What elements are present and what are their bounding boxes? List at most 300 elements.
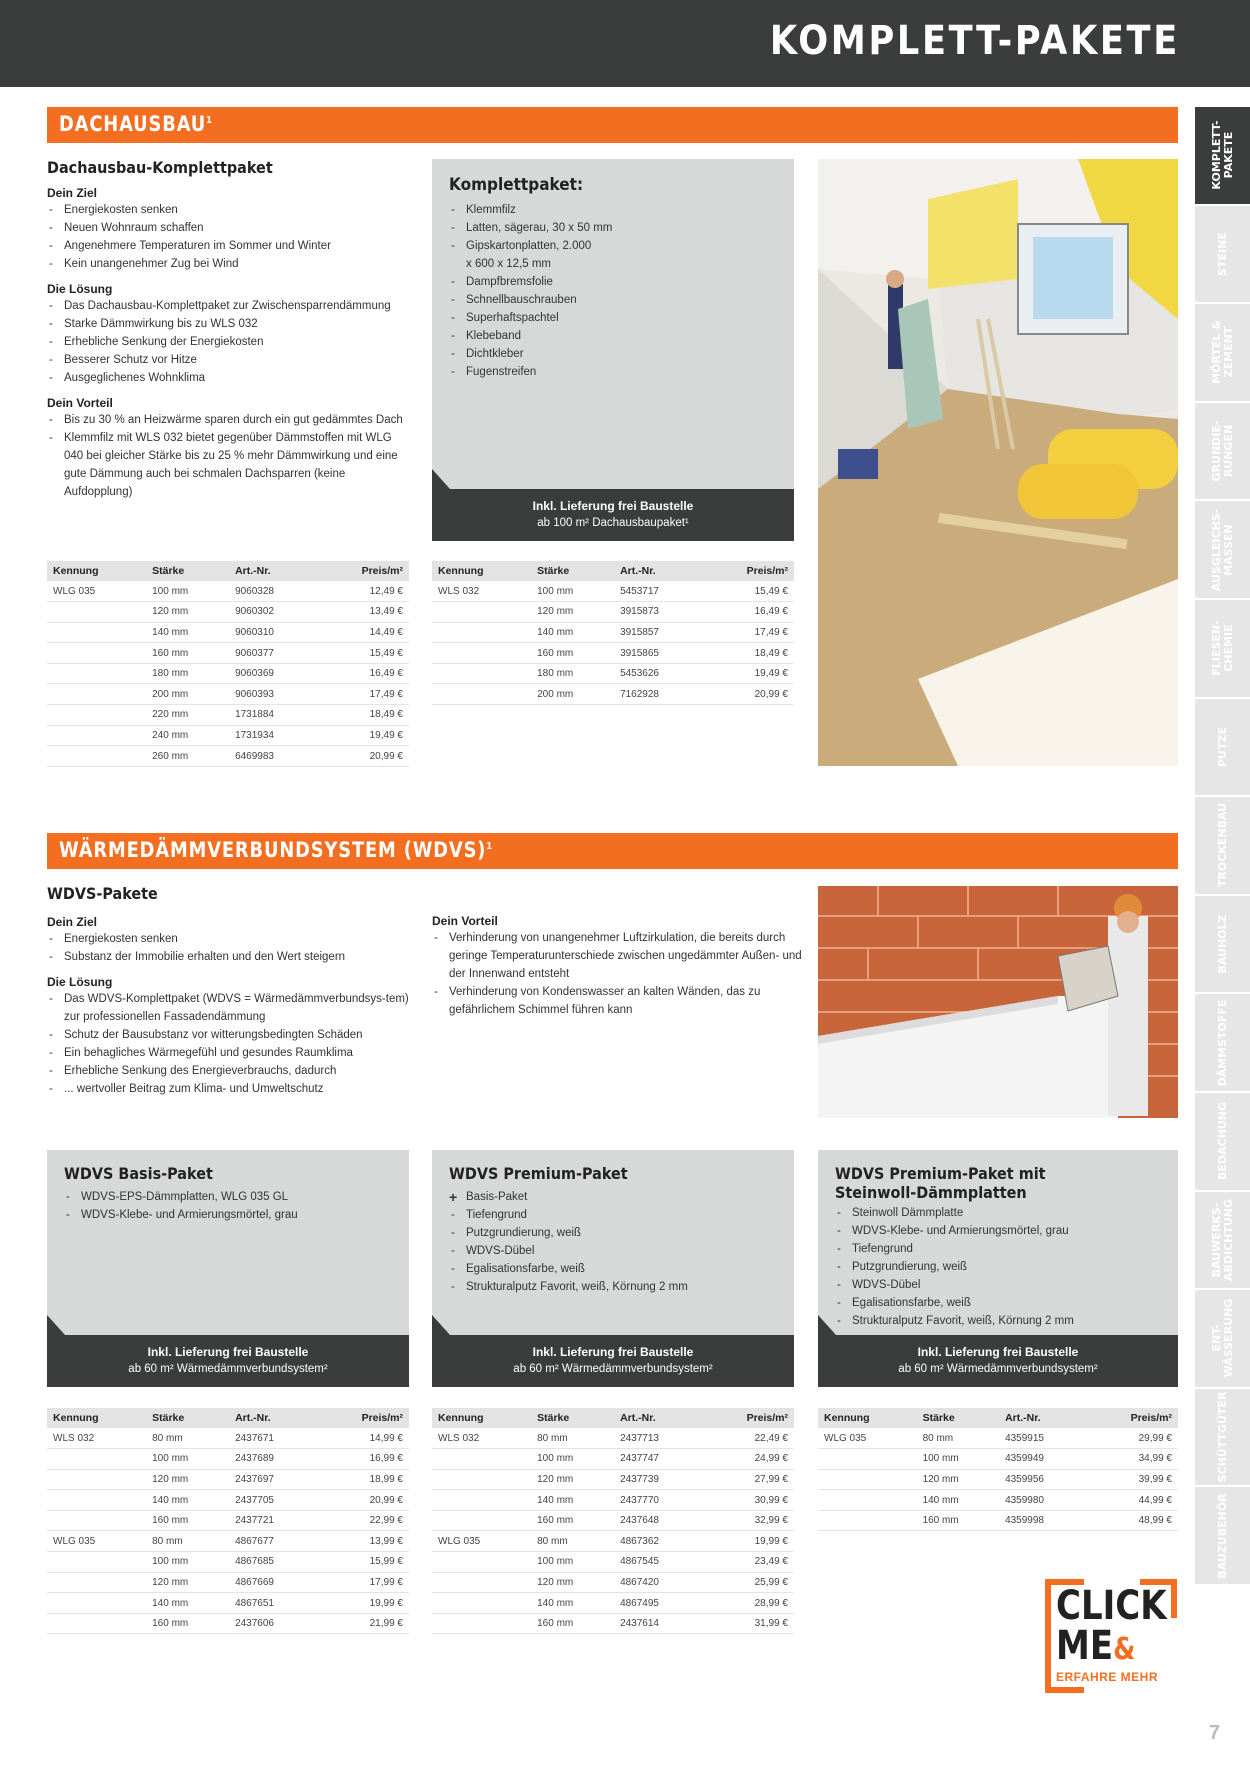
cell-kennung (47, 1469, 146, 1490)
wdvs-steinwoll-price-table (818, 1408, 1178, 1531)
list-item: - Superhaftspachtel (449, 309, 784, 327)
table-header-row (47, 561, 409, 581)
cell-staerke: 120 mm (146, 602, 229, 623)
wall-photo (818, 886, 1178, 1118)
cell-kennung (432, 1552, 531, 1573)
table-header-row (818, 1408, 1178, 1428)
wdvs-basis-box (47, 1150, 409, 1387)
col-artnr: Art.-Nr. (229, 561, 317, 581)
loesung-heading: Die Lösung (47, 282, 113, 296)
side-tab-9[interactable] (1195, 994, 1250, 1092)
list-item: - Energiekosten senken (47, 201, 407, 219)
cell-kennung (47, 1572, 146, 1593)
side-tab-4[interactable] (1195, 501, 1250, 599)
list-item: - Strukturalputz Favorit, weiß, Körnung 2 mm (449, 1278, 784, 1296)
cell-staerke: 140 mm (531, 622, 614, 643)
table-row (47, 1428, 409, 1449)
cell-artnr: 5453626 (614, 663, 702, 684)
col-kennung: Kennung (432, 561, 531, 581)
table-row (432, 1552, 794, 1573)
list-item: - Das Dachausbau-Komplettpaket zur Zwischensparrendämmung (47, 297, 407, 315)
side-tab-10[interactable] (1195, 1093, 1250, 1191)
cell-artnr: 3915873 (614, 602, 702, 623)
box-notch (47, 1315, 65, 1335)
cell-artnr: 4867669 (229, 1572, 317, 1593)
table-row (47, 622, 409, 643)
box-footer (818, 1335, 1178, 1387)
table-row (432, 581, 794, 602)
cell-staerke: 140 mm (146, 1490, 229, 1511)
side-tab-label: MÖRTEL & ZEMENT (1209, 320, 1235, 385)
cell-staerke: 180 mm (531, 663, 614, 684)
list-item: - Schutz der Bausubstanz vor witterungsbedingten Schäden (47, 1026, 422, 1044)
cell-staerke: 160 mm (531, 643, 614, 664)
cell-artnr: 2437606 (229, 1613, 317, 1634)
wdvs-premium-box (432, 1150, 794, 1387)
loesung-list (47, 990, 422, 1098)
table-row (432, 1428, 794, 1449)
side-tab-label: FLIESEN- CHEMIE (1209, 620, 1235, 676)
list-item: - Strukturalputz Favorit, weiß, Körnung 2 mm (835, 1312, 1168, 1330)
cell-staerke: 160 mm (146, 1613, 229, 1634)
table-row (432, 643, 794, 664)
click-me-badge[interactable] (1044, 1578, 1178, 1694)
cell-staerke: 240 mm (146, 725, 229, 746)
cell-kennung (432, 684, 531, 705)
section-title: WÄRMEDÄMMVERBUNDSYSTEM (WDVS) (59, 838, 487, 862)
table-row (47, 746, 409, 767)
table-row (818, 1469, 1178, 1490)
footer-text: ab 60 m² Wärmedämmverbundsystem² (898, 1363, 1098, 1375)
box-title: WDVS Basis-Paket (64, 1164, 213, 1183)
footnote-mark: 1 (206, 115, 213, 126)
cell-preis: 17,99 € (317, 1572, 409, 1593)
cell-preis: 48,99 € (1086, 1510, 1178, 1531)
box-list (835, 1204, 1168, 1330)
side-tab-5[interactable] (1195, 600, 1250, 698)
cell-kennung (47, 1449, 146, 1470)
cell-preis: 39,99 € (1086, 1469, 1178, 1490)
col-kennung: Kennung (47, 561, 146, 581)
table-row (432, 1593, 794, 1614)
wdvs-heading: WDVS-Pakete (47, 884, 158, 903)
cell-staerke: 80 mm (917, 1428, 1000, 1449)
cell-artnr: 9060393 (229, 684, 317, 705)
table-row (47, 663, 409, 684)
list-item: - Putzgrundierung, weiß (835, 1258, 1168, 1276)
col-preis: Preis/m² (1086, 1408, 1178, 1428)
footer-bold: Inkl. Lieferung frei Baustelle (532, 1345, 694, 1359)
cell-staerke: 160 mm (531, 1613, 614, 1634)
cell-artnr: 9060377 (229, 643, 317, 664)
side-tab-7[interactable] (1195, 797, 1250, 895)
cell-kennung (47, 684, 146, 705)
table-row (432, 622, 794, 643)
cell-preis: 22,49 € (702, 1428, 794, 1449)
wdvs-text-right (432, 914, 802, 1019)
cell-artnr: 4359980 (999, 1490, 1086, 1511)
cell-kennung (818, 1510, 917, 1531)
list-item: - Erhebliche Senkung der Energiekosten (47, 333, 407, 351)
cell-kennung (432, 1572, 531, 1593)
cell-staerke: 120 mm (531, 1572, 614, 1593)
table-header-row (432, 1408, 794, 1428)
dach-text (47, 158, 407, 501)
cell-staerke: 80 mm (531, 1428, 614, 1449)
table-row (47, 1510, 409, 1531)
col-kennung: Kennung (818, 1408, 917, 1428)
table-row (432, 1613, 794, 1634)
cell-preis: 25,99 € (702, 1572, 794, 1593)
cell-artnr: 9060369 (229, 663, 317, 684)
list-item: - Schnellbauschrauben (449, 291, 784, 309)
table-row (432, 663, 794, 684)
list-item: - Fugenstreifen (449, 363, 784, 381)
cell-preis: 16,99 € (317, 1449, 409, 1470)
list-item: - Egalisationsfarbe, weiß (835, 1294, 1168, 1312)
vorteil-list (432, 929, 802, 1019)
list-item: - Ausgeglichenes Wohnklima (47, 369, 407, 387)
cell-artnr: 2437697 (229, 1469, 317, 1490)
page-title: KOMPLETT-PAKETE (770, 18, 1180, 64)
side-tab-12[interactable] (1195, 1290, 1250, 1388)
col-kennung: Kennung (432, 1408, 531, 1428)
list-item: - Angenehmere Temperaturen im Sommer und Winter (47, 237, 407, 255)
list-item: - Steinwoll Dämmplatte (835, 1204, 1168, 1222)
wdvs-steinwoll-box (818, 1150, 1178, 1387)
cell-artnr: 6469983 (229, 746, 317, 767)
cell-staerke: 160 mm (146, 1510, 229, 1531)
col-preis: Preis/m² (702, 561, 794, 581)
cell-kennung (47, 746, 146, 767)
cell-preis: 20,99 € (702, 684, 794, 705)
cell-kennung (47, 1490, 146, 1511)
wdvs-premium-price-table (432, 1408, 794, 1634)
table-row (432, 684, 794, 705)
box-footer (47, 1335, 409, 1387)
side-tab-3[interactable] (1195, 403, 1250, 501)
side-tab-2[interactable] (1195, 304, 1250, 402)
cell-preis: 17,49 € (317, 684, 409, 705)
ziel-heading: Dein Ziel (47, 915, 98, 929)
cell-artnr: 9060310 (229, 622, 317, 643)
cell-staerke: 120 mm (917, 1469, 1000, 1490)
col-staerke: Stärke (146, 561, 229, 581)
cell-artnr: 9060302 (229, 602, 317, 623)
col-preis: Preis/m² (317, 1408, 409, 1428)
section-bar-dachausbau (47, 107, 1178, 143)
side-tab-label: SCHÜTTGÜTER (1215, 1391, 1229, 1483)
list-item: - ... wertvoller Beitrag zum Klima- und Umweltschutz (47, 1080, 422, 1098)
cell-staerke: 80 mm (531, 1531, 614, 1552)
table-row (47, 725, 409, 746)
cell-artnr: 5453717 (614, 581, 702, 602)
side-tab-14[interactable] (1195, 1487, 1250, 1585)
list-item: - Ein behagliches Wärmegefühl und gesundes Raumklima (47, 1044, 422, 1062)
box-title: Komplettpaket: (449, 175, 584, 195)
cell-staerke: 100 mm (531, 1552, 614, 1573)
cell-preis: 34,99 € (1086, 1449, 1178, 1470)
table-row (47, 602, 409, 623)
list-item: - Neuen Wohnraum schaffen (47, 219, 407, 237)
footer-bold: Inkl. Lieferung frei Baustelle (917, 1345, 1079, 1359)
footer-text: ab 60 m² Wärmedämmverbundsystem² (513, 1363, 713, 1375)
cell-artnr: 4867545 (614, 1552, 702, 1573)
cell-artnr: 2437671 (229, 1428, 317, 1449)
cell-staerke: 120 mm (531, 1469, 614, 1490)
cell-kennung (47, 663, 146, 684)
cell-artnr: 2437689 (229, 1449, 317, 1470)
cell-staerke: 220 mm (146, 705, 229, 726)
cell-preis: 15,99 € (317, 1552, 409, 1573)
table-row (47, 1449, 409, 1470)
cell-artnr: 4359998 (999, 1510, 1086, 1531)
cell-kennung (47, 1593, 146, 1614)
side-tab-0[interactable] (1195, 107, 1250, 205)
list-item: - Das WDVS-Komplettpaket (WDVS = Wärmedämmverbundsys-tem) zur professionellen Fassadendämmung (47, 990, 422, 1026)
cell-artnr: 9060328 (229, 581, 317, 602)
side-tab-label: AUSGLEICHS- MASSEN (1209, 508, 1235, 591)
list-item: - WDVS-Klebe- und Armierungsmörtel, grau (64, 1206, 399, 1224)
list-item: - Verhinderung von Kondenswasser an kalten Wänden, das zu gefährlichem Schimmel führen kann (432, 983, 802, 1019)
side-tab-8[interactable] (1195, 896, 1250, 994)
cell-preis: 12,49 € (317, 581, 409, 602)
side-tab-label: GRUNDIE- RUNGEN (1209, 420, 1235, 482)
cell-artnr: 3915865 (614, 643, 702, 664)
section-title: DACHAUSBAU (59, 112, 207, 136)
box-notch (432, 1315, 450, 1335)
dach-price-table-2 (432, 561, 794, 705)
cell-kennung (47, 705, 146, 726)
vorteil-heading: Dein Vorteil (47, 396, 113, 410)
cell-staerke: 100 mm (917, 1449, 1000, 1470)
cell-preis: 20,99 € (317, 746, 409, 767)
footer-bold: Inkl. Lieferung frei Baustelle (532, 499, 694, 513)
cell-artnr: 4359949 (999, 1449, 1086, 1470)
cell-kennung: WLS 032 (47, 1428, 146, 1449)
table-row (47, 1613, 409, 1634)
list-item: - WDVS-EPS-Dämmplatten, WLG 035 GL (64, 1188, 399, 1206)
cell-artnr: 2437770 (614, 1490, 702, 1511)
table-row (47, 1593, 409, 1614)
cell-preis: 19,99 € (702, 1531, 794, 1552)
cell-preis: 16,49 € (317, 663, 409, 684)
cell-preis: 13,49 € (317, 602, 409, 623)
list-item: - Erhebliche Senkung des Energieverbrauchs, dadurch (47, 1062, 422, 1080)
table-row (47, 1572, 409, 1593)
col-preis: Preis/m² (317, 561, 409, 581)
table-row (432, 1490, 794, 1511)
list-item: - WDVS-Dübel (835, 1276, 1168, 1294)
cell-preis: 29,99 € (1086, 1428, 1178, 1449)
list-item: - Bis zu 30 % an Heizwärme sparen durch ein gut gedämmtes Dach (47, 411, 407, 429)
cell-kennung (432, 1449, 531, 1470)
cell-preis: 18,49 € (702, 643, 794, 664)
side-tab-label: BEDACHUNG (1215, 1102, 1229, 1181)
click-text: CLICK (1056, 1583, 1167, 1629)
cell-kennung: WLS 032 (432, 581, 531, 602)
vorteil-list (47, 411, 407, 501)
col-staerke: Stärke (531, 1408, 614, 1428)
side-tab-6[interactable] (1195, 699, 1250, 797)
table-row (818, 1510, 1178, 1531)
list-item: + Basis-Paket (449, 1188, 784, 1206)
col-staerke: Stärke (531, 561, 614, 581)
cell-kennung: WLG 035 (47, 1531, 146, 1552)
list-item: - Dampfbremsfolie (449, 273, 784, 291)
cell-kennung: WLS 032 (432, 1428, 531, 1449)
list-item: - Gipskartonplatten, 2.000 x 600 x 12,5 mm (449, 237, 599, 273)
cell-kennung (432, 1510, 531, 1531)
box-list (64, 1188, 399, 1224)
box-title: WDVS Premium-Paket (449, 1164, 628, 1183)
side-tab-1[interactable] (1195, 206, 1250, 304)
cell-artnr: 1731884 (229, 705, 317, 726)
cell-kennung (432, 602, 531, 623)
cell-staerke: 200 mm (531, 684, 614, 705)
table-row (432, 1531, 794, 1552)
cell-preis: 21,99 € (317, 1613, 409, 1634)
col-artnr: Art.-Nr. (229, 1408, 317, 1428)
table-row (432, 1572, 794, 1593)
wdvs-basis-price-table (47, 1408, 409, 1634)
cell-kennung: WLG 035 (818, 1428, 917, 1449)
col-artnr: Art.-Nr. (614, 561, 702, 581)
cell-staerke: 160 mm (917, 1510, 1000, 1531)
cell-kennung (47, 602, 146, 623)
footer-bold: Inkl. Lieferung frei Baustelle (147, 1345, 309, 1359)
col-staerke: Stärke (146, 1408, 229, 1428)
list-item: - Kein unangenehmer Zug bei Wind (47, 255, 407, 273)
cell-staerke: 120 mm (531, 602, 614, 623)
cell-staerke: 260 mm (146, 746, 229, 767)
side-tab-11[interactable] (1195, 1192, 1250, 1290)
cell-preis: 14,99 € (317, 1428, 409, 1449)
side-tab-13[interactable] (1195, 1389, 1250, 1487)
cell-preis: 22,99 € (317, 1510, 409, 1531)
cell-artnr: 1731934 (229, 725, 317, 746)
cell-preis: 28,99 € (702, 1593, 794, 1614)
col-kennung: Kennung (47, 1408, 146, 1428)
attic-photo (818, 159, 1178, 766)
box-notch (818, 1315, 836, 1335)
table-row (432, 602, 794, 623)
list-item: - Latten, sägerau, 30 x 50 mm (449, 219, 784, 237)
list-item: - Starke Dämmwirkung bis zu WLS 032 (47, 315, 407, 333)
cell-preis: 15,49 € (702, 581, 794, 602)
table-row (47, 1552, 409, 1573)
footnote-mark: 1 (486, 841, 494, 852)
cell-preis: 31,99 € (702, 1613, 794, 1634)
cell-staerke: 120 mm (146, 1572, 229, 1593)
cell-artnr: 4867677 (229, 1531, 317, 1552)
cell-kennung (818, 1490, 917, 1511)
list-item: - Klemmfilz mit WLS 032 bietet gegenüber Dämmstoffen mit WLG 040 bei gleicher Stärke bis zu 25 % mehr Dämmwirkung und eine gute Dämmung auch bei schmalen Dachsparren (keine Aufdopplung) (47, 429, 407, 501)
cell-artnr: 4867362 (614, 1531, 702, 1552)
side-tab-label: DÄMMSTOFFE (1215, 999, 1229, 1087)
cell-staerke: 160 mm (531, 1510, 614, 1531)
cell-kennung (47, 1613, 146, 1634)
ziel-list (47, 201, 407, 273)
dach-price-table-1 (47, 561, 409, 767)
me-text (1056, 1623, 1136, 1670)
cell-preis: 19,99 € (317, 1593, 409, 1614)
cell-preis: 14,49 € (317, 622, 409, 643)
cell-staerke: 140 mm (146, 1593, 229, 1614)
table-row (818, 1428, 1178, 1449)
list-item: - WDVS-Dübel (449, 1242, 784, 1260)
table-row (432, 1449, 794, 1470)
table-row (47, 1531, 409, 1552)
cell-artnr: 7162928 (614, 684, 702, 705)
cell-preis: 13,99 € (317, 1531, 409, 1552)
cell-preis: 30,99 € (702, 1490, 794, 1511)
vorteil-heading: Dein Vorteil (432, 914, 498, 928)
col-preis: Preis/m² (702, 1408, 794, 1428)
cell-artnr: 2437747 (614, 1449, 702, 1470)
box-footer (432, 489, 794, 541)
side-tab-label: STEINE (1215, 232, 1229, 276)
cell-kennung (47, 622, 146, 643)
komplettpaket-box (432, 159, 794, 541)
side-tab-label: PUTZE (1215, 726, 1229, 767)
ziel-list (47, 930, 422, 966)
col-artnr: Art.-Nr. (999, 1408, 1086, 1428)
cell-preis: 44,99 € (1086, 1490, 1178, 1511)
table-row (47, 643, 409, 664)
cell-kennung (818, 1469, 917, 1490)
cell-artnr: 4867685 (229, 1552, 317, 1573)
box-notch (432, 469, 450, 489)
cell-preis: 17,49 € (702, 622, 794, 643)
cell-staerke: 140 mm (531, 1593, 614, 1614)
cell-artnr: 4359915 (999, 1428, 1086, 1449)
loesung-heading: Die Lösung (47, 975, 113, 989)
wdvs-text-left (47, 884, 422, 1098)
cell-kennung: WLG 035 (47, 581, 146, 602)
cell-artnr: 2437705 (229, 1490, 317, 1511)
list-item: - Verhinderung von unangenehmer Luftzirkulation, die bereits durch geringe Temperaturunterschiede zwischen ungedämmter Außen- und der Innenwand entsteht (432, 929, 802, 983)
cell-kennung (47, 1552, 146, 1573)
cell-staerke: 160 mm (146, 643, 229, 664)
cell-preis: 32,99 € (702, 1510, 794, 1531)
cell-preis: 19,49 € (317, 725, 409, 746)
side-tab-label: BAUHOLZ (1215, 914, 1229, 974)
header-bar (0, 0, 1250, 87)
cell-kennung (432, 663, 531, 684)
cell-artnr: 2437614 (614, 1613, 702, 1634)
cell-artnr: 2437721 (229, 1510, 317, 1531)
table-row (432, 1469, 794, 1490)
cell-kennung (432, 643, 531, 664)
cell-preis: 20,99 € (317, 1490, 409, 1511)
list-item: - Substanz der Immobilie erhalten und den Wert steigern (47, 948, 422, 966)
box-list (449, 201, 784, 381)
table-row (818, 1490, 1178, 1511)
cell-artnr: 4867495 (614, 1593, 702, 1614)
list-item: - Putzgrundierung, weiß (449, 1224, 784, 1242)
cell-artnr: 2437739 (614, 1469, 702, 1490)
side-tab-label: BAUZUBEHÖR (1215, 1493, 1229, 1579)
ziel-heading: Dein Ziel (47, 186, 98, 200)
cell-staerke: 180 mm (146, 663, 229, 684)
table-row (47, 705, 409, 726)
side-tab-label: BAUWERKS- ABDICHTUNG (1209, 1198, 1235, 1281)
page-number: 7 (1208, 1722, 1220, 1744)
box-title-line1: WDVS Premium-Paket mit (835, 1164, 1046, 1183)
table-row (818, 1449, 1178, 1470)
cell-preis: 27,99 € (702, 1469, 794, 1490)
